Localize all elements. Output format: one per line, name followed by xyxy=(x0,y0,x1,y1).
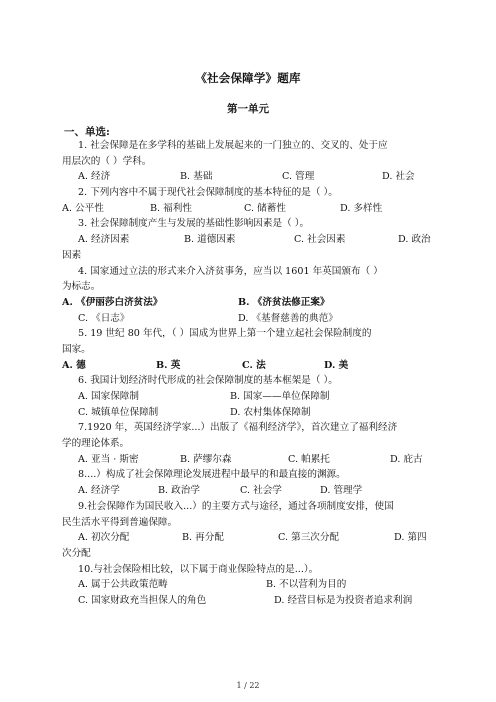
option-d: D. 美 xyxy=(324,359,349,371)
option-a: A. 属于公共政策范畴 xyxy=(78,579,168,591)
question-4-line-2: 为标志。 xyxy=(62,281,101,293)
option-b: B. 福利性 xyxy=(150,202,192,214)
option-b: B. 道德因素 xyxy=(184,234,236,246)
option-d: D. 《基督慈善的典范》 xyxy=(238,312,338,324)
option-b: B. 国家——单位保障制 xyxy=(230,391,330,402)
option-a: A. 经济因素 xyxy=(78,234,130,246)
option-a: A. 亚当 · 斯密 xyxy=(78,453,139,465)
option-a: A. 经济 xyxy=(78,171,111,183)
option-c: C. 社会因素 xyxy=(294,234,346,246)
option-b: B. 政治学 xyxy=(158,485,200,497)
question-7-options xyxy=(62,452,442,468)
section-heading: 一、单选: xyxy=(64,126,110,138)
option-b: B. 《济贫法修正案》 xyxy=(238,296,330,308)
question-8-options xyxy=(62,483,442,499)
question-4-options-row-2 xyxy=(62,311,442,327)
option-c: C. 《日志》 xyxy=(78,312,130,324)
question-9-options xyxy=(62,530,442,546)
option-d: D. 管理学 xyxy=(320,485,363,497)
option-b: B. 基础 xyxy=(180,171,213,183)
option-c: C. 城镇单位保障制 xyxy=(78,406,159,418)
question-1-line-2: 用层次的（ ）学科。 xyxy=(62,155,152,167)
option-c: C. 法 xyxy=(242,359,266,371)
option-a: A. 国家保障制 xyxy=(78,391,139,402)
question-10-line-1: 10.与社会保险相比较，以下属于商业保险特点的是...）。 xyxy=(78,563,319,575)
option-c: C. 管理 xyxy=(282,171,315,183)
option-d: D. 第四 xyxy=(394,532,427,544)
option-b: B. 不以营利为目的 xyxy=(266,579,347,591)
option-c: C. 储蓄性 xyxy=(244,202,286,214)
option-a: A. 初次分配 xyxy=(78,532,130,544)
question-8-line-1: 8....）构成了社会保障理论发展进程中最早的和最直接的渊源。 xyxy=(78,469,346,481)
question-6-options-row-1 xyxy=(62,389,442,405)
option-d: D. 政治 xyxy=(398,234,431,246)
question-10-options-row-2 xyxy=(62,593,442,609)
option-c: C. 社会学 xyxy=(240,485,282,497)
question-5-line-1: 5. 19 世纪 80 年代，（ ）国成为世界上第一个建立起社会保险制度的 xyxy=(78,328,372,340)
document-title: 《社会保障学》题库 xyxy=(195,71,301,85)
option-a: A. 经济学 xyxy=(78,485,120,497)
option-a: A. 公平性 xyxy=(62,202,104,214)
question-7-line-1: 7.1920 年，英国经济学家...）出版了《福利经济学》，首次建立了福利经济 xyxy=(78,422,398,434)
page-number: 1 / 22 xyxy=(236,681,260,690)
question-list xyxy=(62,138,442,609)
question-3-line-2: 因素 xyxy=(62,249,82,261)
option-b: B. 萨缪尔森 xyxy=(180,453,232,465)
question-3-line-1: 3. 社会保障制度产生与发展的基础性影响因素是（ ）。 xyxy=(78,218,310,230)
option-d: D. 多样性 xyxy=(340,202,383,214)
question-1-options xyxy=(62,169,442,185)
question-7-line-2: 学的理论体系。 xyxy=(62,438,130,450)
question-6-line-1: 6. 我国计划经济时代形成的社会保障制度的基本框架是（ ）。 xyxy=(78,375,338,387)
question-10-options-row-1 xyxy=(62,577,442,593)
option-a: A. 德 xyxy=(62,359,86,371)
option-b: B. 英 xyxy=(156,359,181,371)
question-9-line-3: 次分配 xyxy=(62,547,91,559)
option-d: D. 庇古 xyxy=(390,453,423,465)
question-6-options-row-2 xyxy=(62,405,442,421)
question-5-options xyxy=(62,358,442,374)
option-d: D. 农村集体保障制 xyxy=(230,406,311,418)
option-c: C. 帕累托 xyxy=(288,453,330,465)
question-2-options xyxy=(62,201,442,217)
question-9-line-1: 9.社会保障作为国民收入...）的主要方式与途径，通过各项制度安排，使国 xyxy=(78,500,394,512)
option-a: A. 《伊丽莎白济贫法》 xyxy=(62,296,163,308)
option-d: D. 经营目标是为投资者追求利润 xyxy=(274,594,413,606)
question-1-line-1: 1. 社会保障是在多学科的基础上发展起来的一门独立的、交叉的、处于应 xyxy=(78,140,388,151)
unit-heading: 第一单元 xyxy=(227,103,269,115)
question-5-line-2: 国家。 xyxy=(62,343,91,355)
option-b: B. 再分配 xyxy=(182,532,224,544)
option-c: C. 第三次分配 xyxy=(278,532,340,544)
question-9-line-2: 民生活水平得到普遍保障。 xyxy=(62,516,178,528)
question-3-options xyxy=(62,232,442,248)
question-2-line-1: 2. 下列内容中不属于现代社会保障制度的基本特征的是（ ）。 xyxy=(78,187,338,199)
question-4-options-row-1 xyxy=(62,295,442,311)
question-4-line-1: 4. 国家通过立法的形式来介入济贫事务，应当以 1601 年英国颁布（ ） xyxy=(78,265,383,277)
option-d: D. 社会 xyxy=(382,171,415,183)
option-c: C. 国家财政充当担保人的角色 xyxy=(78,594,207,606)
